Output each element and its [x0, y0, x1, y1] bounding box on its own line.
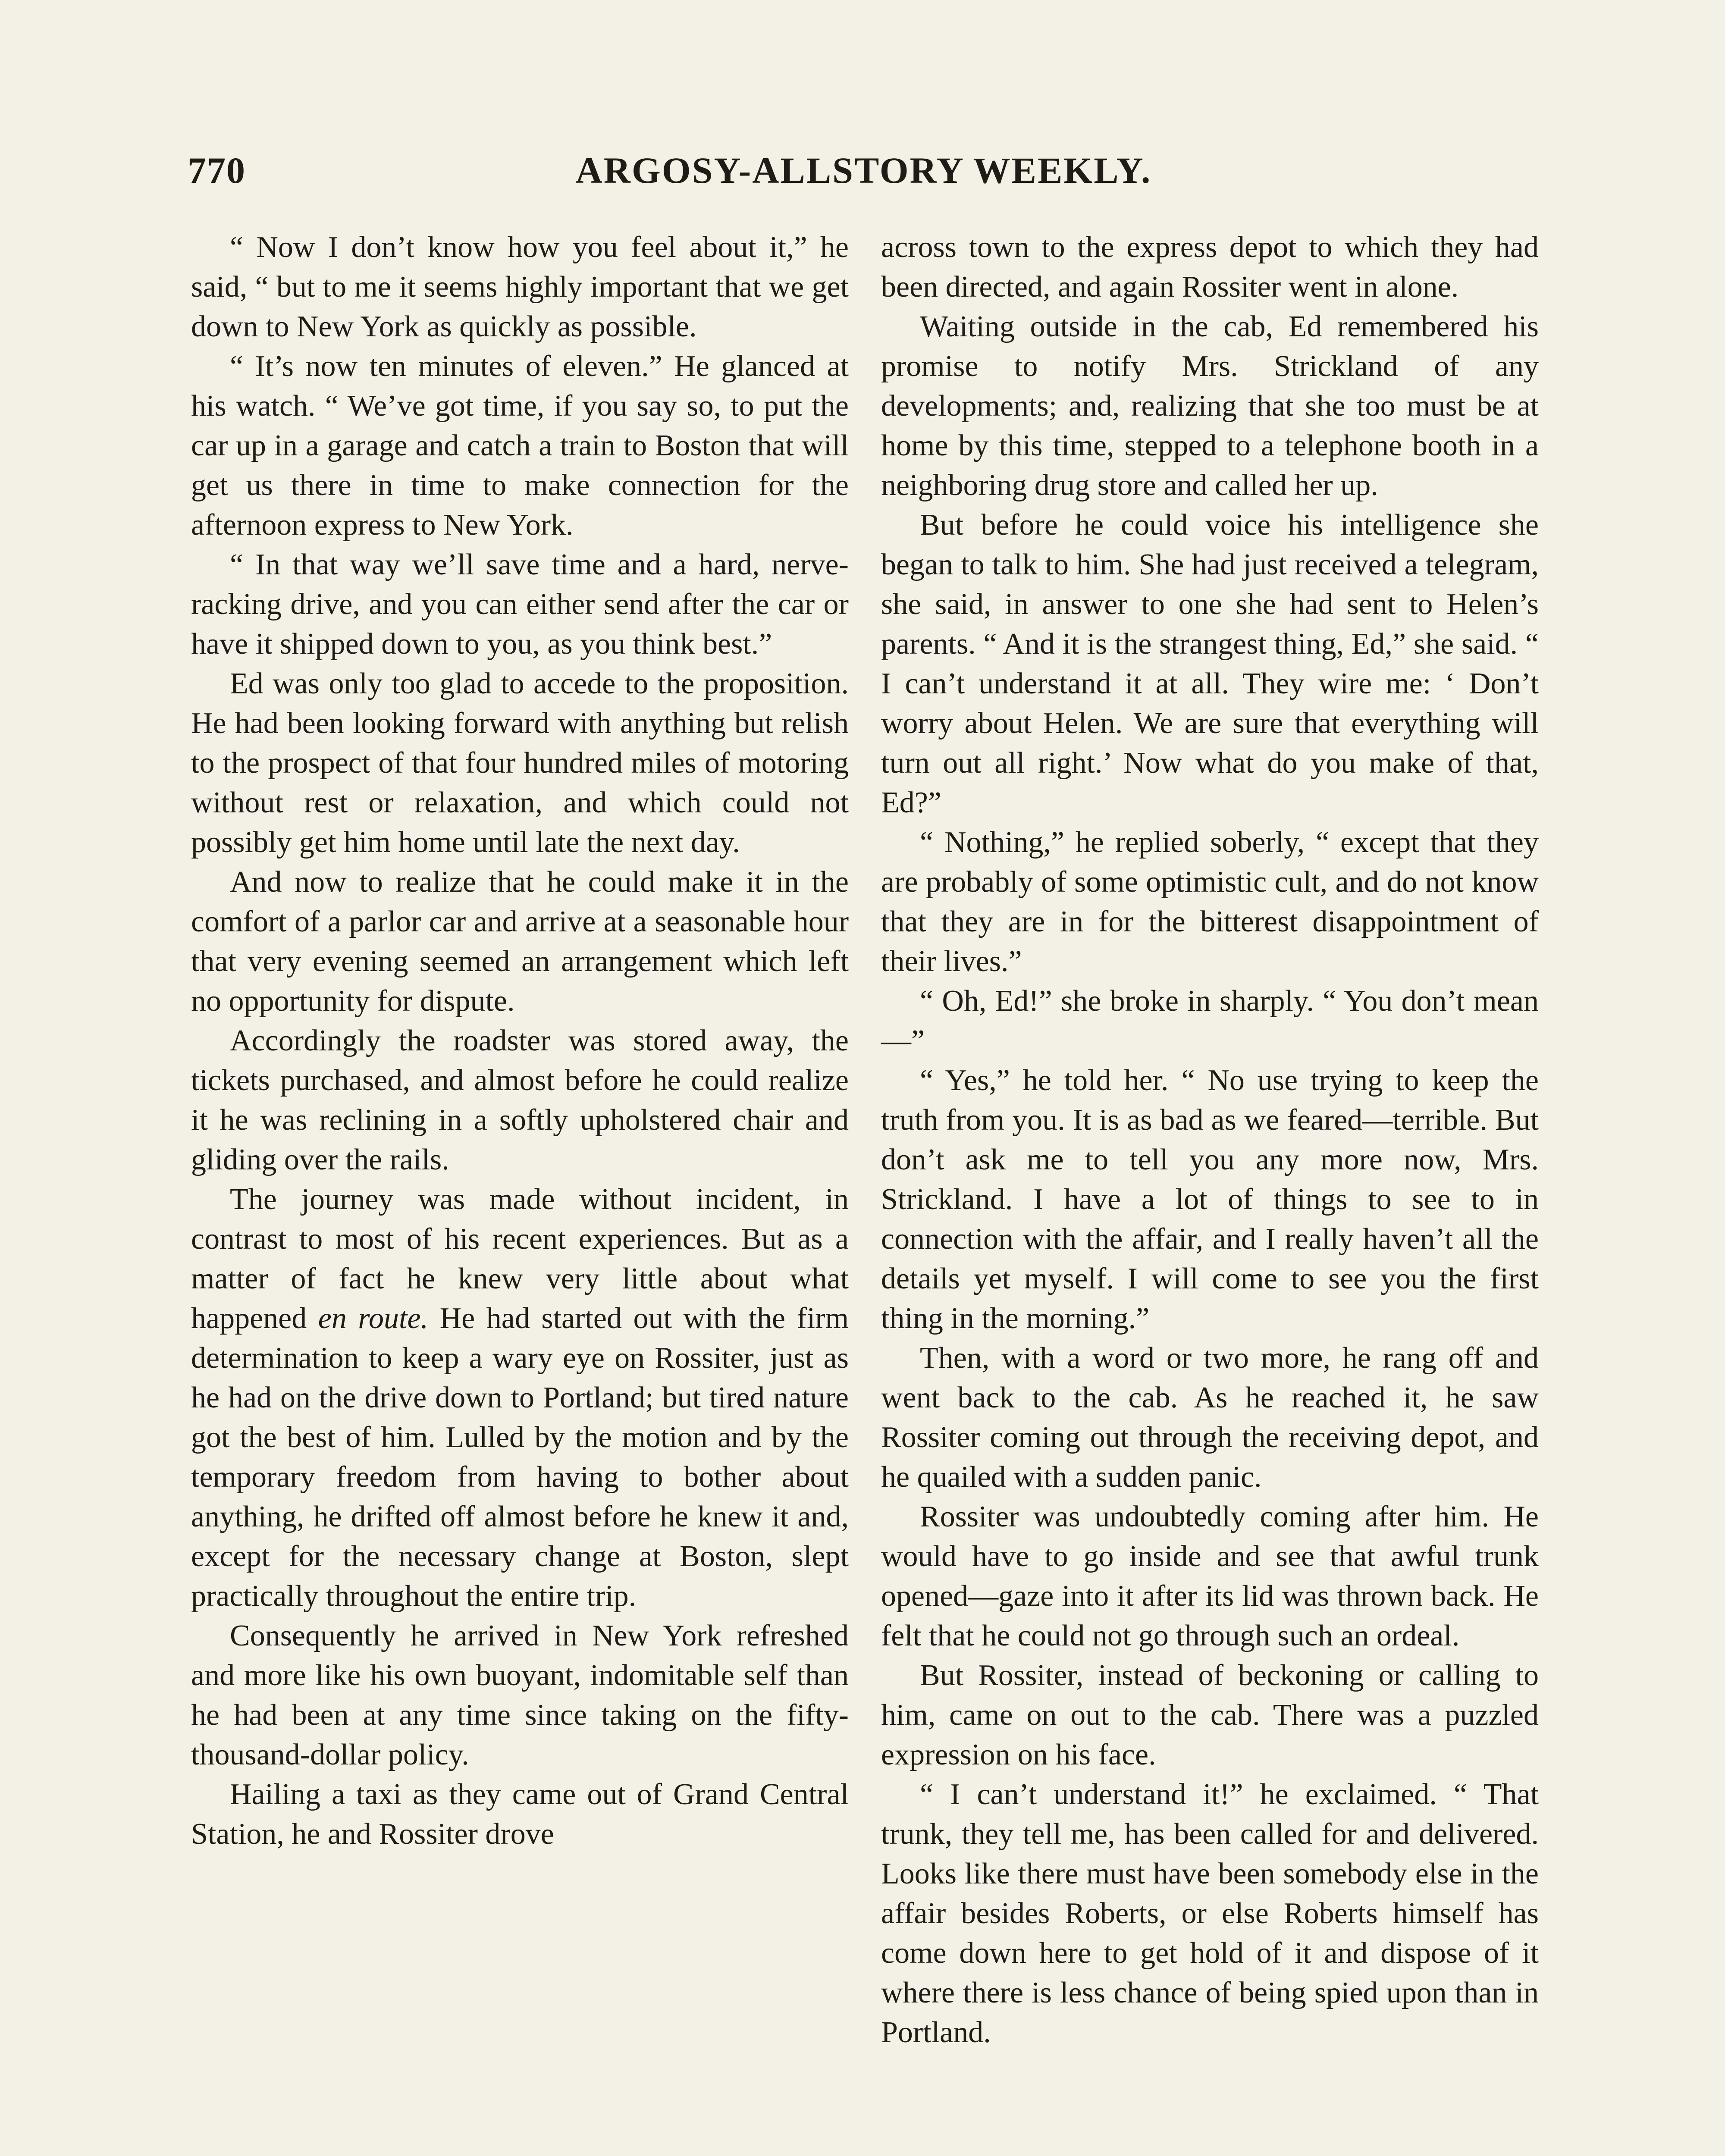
- paragraph: But before he could voice his intelligence she began to talk to him. She had just received a telegram, she said, in answer to one she had sent to Helen’s parents. “ And it is the strangest thing, Ed,” she said. “ I can’t understand it at all. They wire me: ‘ Don’t worry about Helen. We are sure that everything will turn out all right.’ Now what do you make of that, Ed?”: [881, 508, 1539, 819]
- paragraph: Accordingly the roadster was stored away, the tickets purchased, and almost before he could realize it he was reclining in a softly upholstered chair and gliding over the rails.: [191, 1024, 849, 1176]
- paragraph: But Rossiter, instead of beckoning or calling to him, came on out to the cab. There was a puzzled expression on his face.: [881, 1659, 1539, 1771]
- italic-phrase: en route.: [318, 1302, 429, 1335]
- paragraph: Hailing a taxi as they came out of Grand Central Station, he and Rossiter drove: [191, 1778, 849, 1851]
- paragraph: “ In that way we’ll save time and a hard, nerve-racking drive, and you can either send after the car or have it shipped down to you, as you think best.”: [191, 548, 849, 661]
- paragraph: “ Yes,” he told her. “ No use trying to keep the truth from you. It is as bad as we feared—terrible. But don’t ask me to tell you any more now, Mrs. Strickland. I have a lot of things to see to in connection with the affair, and I really haven’t all the details yet myself. I will come to see you the first thing in the morning.”: [881, 1064, 1539, 1335]
- paragraph: across town to the express depot to which they had been directed, and again Rossiter went in alone.: [881, 231, 1539, 304]
- right-column: [881, 228, 1539, 2053]
- left-column: [191, 228, 849, 1854]
- paragraph-text: The journey was made without incident, in contrast to most of his recent experiences. But as a matter of fact he knew very little about what happened: [191, 1183, 849, 1335]
- paragraph: “ I can’t understand it!” he exclaimed. “ That trunk, they tell me, has been called for and delivered. Looks like there must have been somebody else in the affair besides Roberts, or else Roberts himself has come down here to get hold of it and dispose of it where there is less chance of being spied upon than in Portland.: [881, 1778, 1539, 2049]
- page-number: 770: [188, 150, 246, 191]
- paragraph: [191, 1180, 849, 1616]
- paragraph-text: He had started out with the firm determination to keep a wary eye on Rossiter, just as he had on the drive down to Portland; but tired nature got the best of him. Lulled by the motion and by the temporary freedom from having to bother about anything, he drifted off almost before he knew it and, except for the necessary change at Boston, slept practically throughout the entire trip.: [191, 1302, 849, 1613]
- paragraph: “ Nothing,” he replied soberly, “ except that they are probably of some optimistic cult, and do not know that they are in for the bitterest disappointment of their lives.”: [881, 826, 1539, 978]
- paragraph: “ Oh, Ed!” she broke in sharply. “ You don’t mean—”: [881, 984, 1539, 1057]
- paragraph: “ Now I don’t know how you feel about it,” he said, “ but to me it seems highly important that we get down to New York as quickly as possible.: [191, 231, 849, 343]
- paragraph: Waiting outside in the cab, Ed remembered his promise to notify Mrs. Strickland of any developments; and, realizing that she too must be at home by this time, stepped to a telephone booth in a neighboring drug store and called her up.: [881, 310, 1539, 502]
- paragraph: Rossiter was undoubtedly coming after him. He would have to go inside and see that awful trunk opened—gaze into it after its lid was thrown back. He felt that he could not go through such an ordeal.: [881, 1500, 1539, 1652]
- paragraph: And now to realize that he could make it in the comfort of a parlor car and arrive at a seasonable hour that very evening seemed an arrangement which left no opportunity for dispute.: [191, 865, 849, 1018]
- paragraph: Then, with a word or two more, he rang off and went back to the cab. As he reached it, he saw Rossiter coming out through the receiving depot, and he quailed with a sudden panic.: [881, 1341, 1539, 1494]
- page-header: [188, 149, 1540, 201]
- paragraph: “ It’s now ten minutes of eleven.” He glanced at his watch. “ We’ve got time, if you say so, to put the car up in a garage and catch a train to Boston that will get us there in time to make connection for the afternoon express to New York.: [191, 350, 849, 542]
- paragraph: Consequently he arrived in New York refreshed and more like his own buoyant, indomitable self than he had been at any time since taking on the fifty-thousand-dollar policy.: [191, 1619, 849, 1771]
- paragraph: Ed was only too glad to accede to the proposition. He had been looking forward with anything but relish to the prospect of that four hundred miles of motoring without rest or relaxation, and which could not possibly get him home until late the next day.: [191, 667, 849, 859]
- running-title: ARGOSY-ALLSTORY WEEKLY.: [575, 150, 1152, 191]
